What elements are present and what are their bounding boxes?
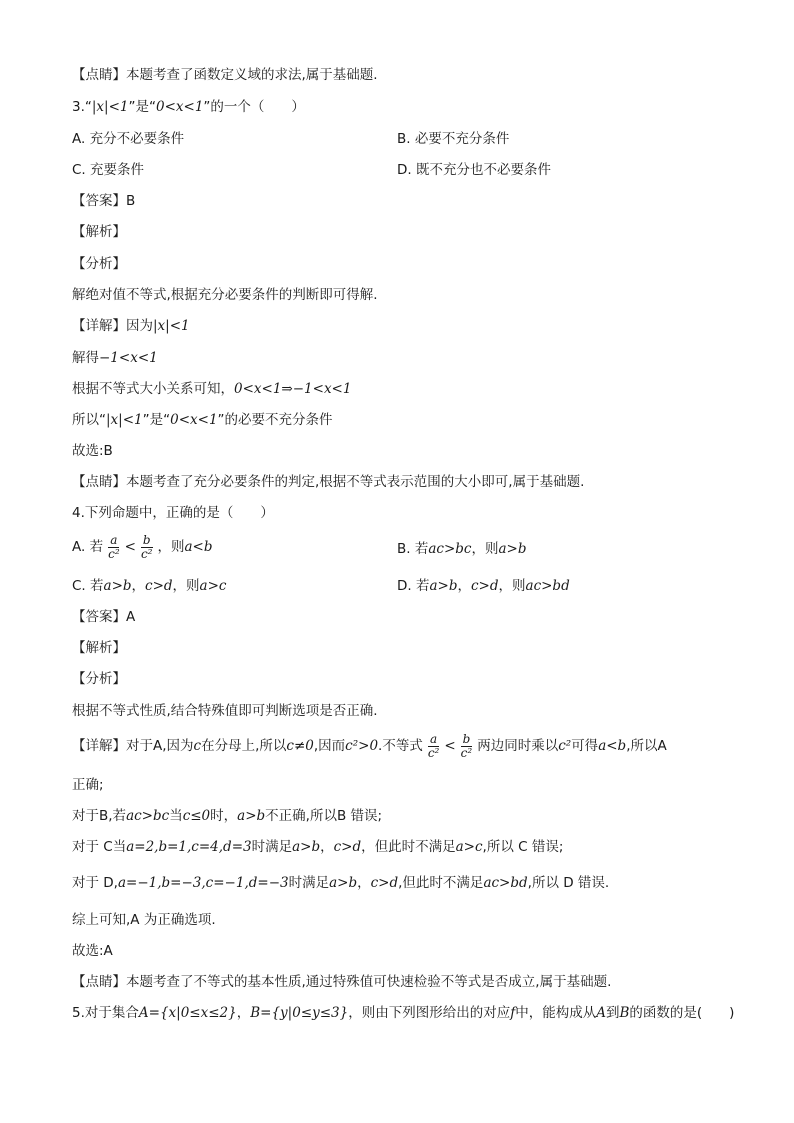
q3-answer: 【答案】B xyxy=(72,193,136,209)
q4-option-d: D. 若a>b，c>d，则ac>bd xyxy=(397,578,570,594)
question-4-stem: 4.下列命题中，正确的是（ ） xyxy=(72,505,274,521)
q4-case-b: 对于B,若ac>bc当c≤0时，a>b不正确,所以B 错误; xyxy=(72,808,383,824)
q4-dianjing: 【点睛】本题考查了不等式的基本性质,通过特殊值可快速检验不等式是否成立,属于基础题. xyxy=(72,974,612,990)
q4-xiangjie-cont: 正确; xyxy=(72,777,104,793)
q4-xiangjie: 【详解】对于A,因为c在分母上,所以c≠0,因而c²>0.不等式 $\frac{a}{\text{c²}}$ < $\frac{b}{\text{c²}}$ 两边同时乘以c²可得a<b,所以A xyxy=(72,731,667,760)
fraction: $\frac{a}{\text{c²}}$ xyxy=(108,532,120,561)
q3-guxuan: 故选:B xyxy=(72,443,113,459)
q3-option-c: C. 充要条件 xyxy=(72,162,145,178)
q4-case-d: 对于 D,a=−1,b=−3,c=−1,d=−3时满足a>b，c>d,但此时不满足ac>bd,所以 D 错误. xyxy=(72,875,610,891)
fraction: $\frac{a}{\text{c²}}$ xyxy=(427,731,440,760)
q3-option-d: D. 既不充分也不必要条件 xyxy=(397,162,551,178)
q3-suoyi: 所以“|x|<1”是“0<x<1”的必要不充分条件 xyxy=(72,412,333,428)
q3-option-a: A. 充分不必要条件 xyxy=(72,131,185,147)
question-5-stem: 5.对于集合A={x|0≤x≤2}，B={y|0≤y≤3}，则由下列图形给出的对应f中，能构成从A到B的函数的是( ) xyxy=(72,1005,735,1021)
q3-jiexi-heading: 【解析】 xyxy=(72,224,126,240)
q3-genju: 根据不等式大小关系可知，0<x<1⇒−1<x<1 xyxy=(72,381,352,397)
q4-case-c: 对于 C当a=2,b=1,c=4,d=3时满足a>b，c>d，但此时不满足a>c,所以 C 错误; xyxy=(72,839,564,855)
q3-jiede: 解得−1<x<1 xyxy=(72,350,158,366)
q4-option-c: C. 若a>b，c>d，则a>c xyxy=(72,578,227,594)
question-3-stem: 3.“|x|<1”是“0<x<1”的一个（ ） xyxy=(72,99,305,115)
q3-fenxi-heading: 【分析】 xyxy=(72,256,126,272)
q4-fenxi-heading: 【分析】 xyxy=(72,671,126,687)
fraction: $\frac{b}{\text{c²}}$ xyxy=(460,731,473,760)
q4-option-b: B. 若ac>bc，则a>b xyxy=(397,541,527,557)
note-q2: 【点睛】本题考查了函数定义域的求法,属于基础题. xyxy=(72,67,378,83)
q4-fenxi-text: 根据不等式性质,结合特殊值即可判断选项是否正确. xyxy=(72,703,378,719)
q4-jiexi-heading: 【解析】 xyxy=(72,640,126,656)
q4-option-a: A. 若 $\frac{a}{\text{c²}}$ < $\frac{b}{\text{c²}}$ ，则a<b xyxy=(72,532,213,561)
q4-guxuan: 故选:A xyxy=(72,943,113,959)
q3-dianjing: 【点睛】本题考查了充分必要条件的判定,根据不等式表示范围的大小即可,属于基础题. xyxy=(72,474,585,490)
fraction: $\frac{b}{\text{c²}}$ xyxy=(140,532,153,561)
q3-fenxi-text: 解绝对值不等式,根据充分必要条件的判断即可得解. xyxy=(72,287,378,303)
q4-zongshang: 综上可知,A 为正确选项. xyxy=(72,912,216,928)
q3-xiangjie: 【详解】因为|x|<1 xyxy=(72,318,190,334)
q3-option-b: B. 必要不充分条件 xyxy=(397,131,510,147)
q4-answer: 【答案】A xyxy=(72,609,136,625)
